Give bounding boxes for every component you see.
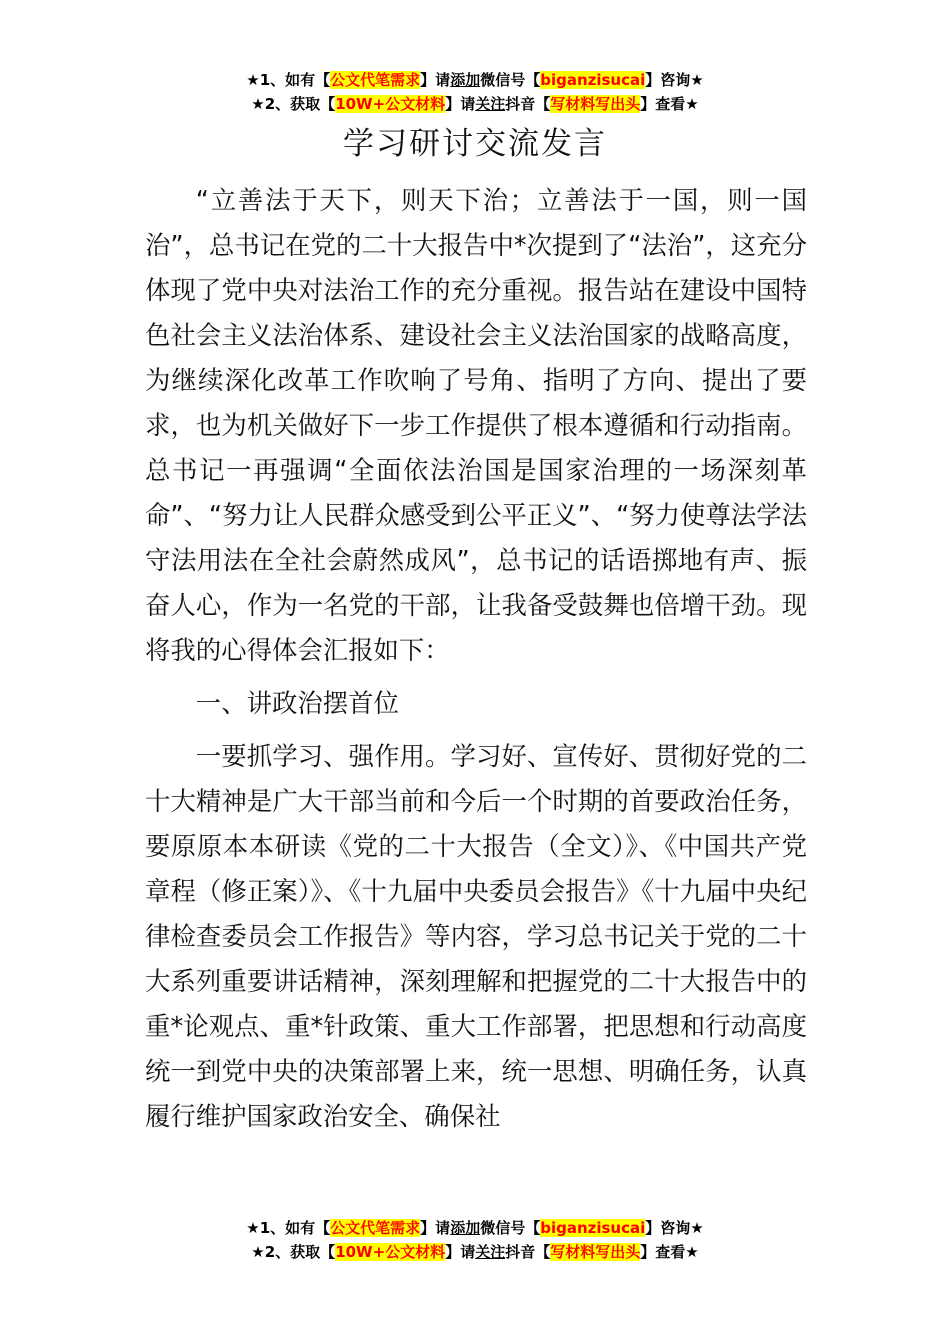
ad-line-2: [0, 1240, 950, 1264]
ad-highlight: biganzisucai: [540, 71, 646, 89]
ad-highlight: 公文代笔需求: [330, 1219, 421, 1237]
ad-banner-bottom: [0, 1216, 950, 1264]
ad-underlined: 关注: [475, 1243, 506, 1261]
ad-text: 】查看★: [640, 95, 699, 113]
ad-text: 抖音【: [505, 95, 551, 113]
ad-underlined: 添加: [450, 1219, 481, 1237]
ad-highlight: 写材料写出头: [550, 1243, 641, 1261]
ad-text: ★2、获取【: [251, 1243, 336, 1261]
ad-text: 微信号【: [480, 71, 541, 89]
ad-text: ★1、如有【: [246, 71, 331, 89]
ad-highlight: 写材料写出头: [550, 95, 641, 113]
ad-text: 】查看★: [640, 1243, 699, 1261]
ad-text: 】请: [420, 1219, 451, 1237]
ad-underlined: 关注: [475, 95, 506, 113]
ad-highlight: 公文代笔需求: [330, 71, 421, 89]
ad-text: ★1、如有【: [246, 1219, 331, 1237]
ad-text: ★2、获取【: [251, 95, 336, 113]
paragraph-intro: “立善法于天下，则天下治；立善法于一国，则一国治”，总书记在党的二十大报告中*次提到了“法治”，这充分体现了党中央对法治工作的充分重视。报告站在建设中国特色社会主义法治体系、建设社会主义法治国家的战略高度，为继续深化改革工作吹响了号角、指明了方向、提出了要求，也为机关做好下一步工作提供了根本遵循和行动指南。总书记一再强调“全面依法治国是国家治理的一场深刻革命”、“努力让人民群众感受到公平正义”、“努力使尊法学法守法用法在全社会蔚然成风”，总书记的话语掷地有声、振奋人心，作为一名党的干部，让我备受鼓舞也倍增干劲。现将我的心得体会汇报如下：: [145, 185, 807, 665]
paragraph-section-1: 一要抓学习、强作用。学习好、宣传好、贯彻好党的二十大精神是广大干部当前和今后一个时期的首要政治任务，要原原本本研读《党的二十大报告（全文）》、《中国共产党章程（修正案）》、《十九届中央委员会报告》《十九届中央纪律检查委员会工作报告》等内容，学习总书记关于党的二十大系列重要讲话精神，深刻理解和把握党的二十大报告中的重*论观点、重*针政策、重大工作部署，把思想和行动高度统一到党中央的决策部署上来，统一思想、明确任务，认真履行维护国家政治安全、确保社: [145, 741, 807, 1131]
ad-text: 】请: [445, 1243, 476, 1261]
ad-underlined: 添加: [450, 71, 481, 89]
ad-line-1: [0, 1216, 950, 1240]
ad-text: 】请: [420, 71, 451, 89]
ad-banner-top: [0, 68, 950, 116]
ad-line-2: [0, 92, 950, 116]
document-body: [145, 178, 807, 1139]
ad-highlight: biganzisucai: [540, 1219, 646, 1237]
document-title: 学习研讨交流发言: [343, 126, 607, 162]
ad-text: 】咨询★: [645, 71, 704, 89]
section-heading: 一、讲政治摆首位: [195, 688, 399, 718]
ad-highlight: 10W+公文材料: [335, 95, 446, 113]
ad-text: 微信号【: [480, 1219, 541, 1237]
ad-line-1: [0, 68, 950, 92]
ad-text: 抖音【: [505, 1243, 551, 1261]
ad-highlight: 10W+公文材料: [335, 1243, 446, 1261]
ad-text: 】请: [445, 95, 476, 113]
ad-text: 】咨询★: [645, 1219, 704, 1237]
